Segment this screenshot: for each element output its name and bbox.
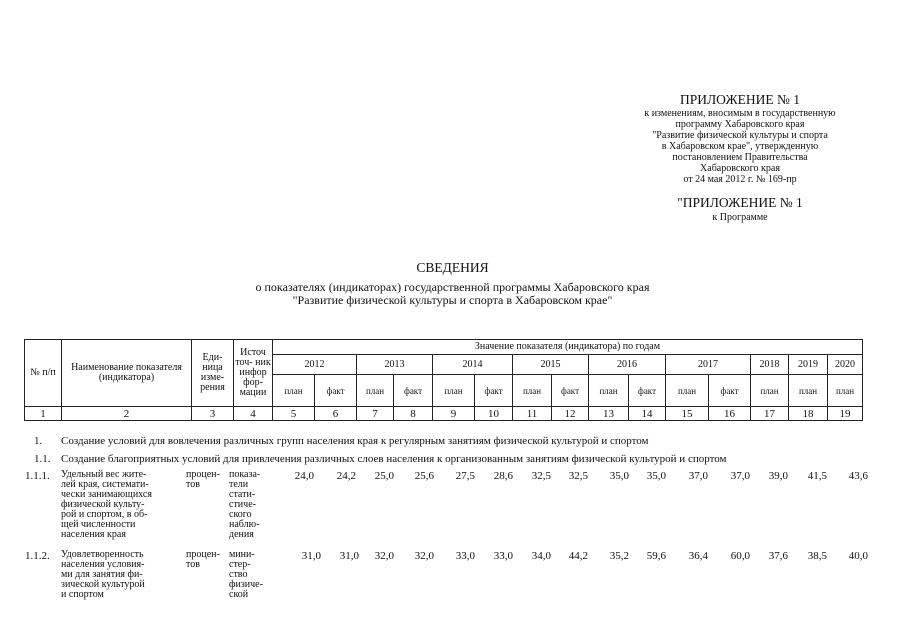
- column-number: 2: [62, 407, 192, 421]
- row-value: 41,5: [807, 470, 827, 482]
- row-value: 37,0: [730, 470, 750, 482]
- row-value: 36,4: [688, 550, 708, 562]
- source-line: наблю-: [229, 519, 260, 530]
- column-number: 5: [273, 407, 315, 421]
- header-year: 2014: [433, 355, 513, 375]
- name-line: и спортом: [61, 589, 104, 600]
- row-number: 1.1.1.: [25, 470, 50, 482]
- row-value: 34,0: [531, 550, 551, 562]
- row-value: 25,6: [414, 470, 434, 482]
- document-subtitle-2: "Развитие физической культуры и спорта в Хабаровском крае": [292, 293, 613, 307]
- column-number: 10: [475, 407, 513, 421]
- name-line: ми для занятия фи-: [61, 569, 143, 580]
- row-value: 37,6: [768, 550, 788, 562]
- row-unit: [186, 470, 228, 490]
- row-value: 35,2: [609, 550, 629, 562]
- column-number: 12: [552, 407, 589, 421]
- name-line: населения края: [61, 529, 126, 540]
- header-plan: план: [273, 375, 315, 407]
- header-year: 2016: [589, 355, 666, 375]
- appendix-line: Хабаровского края: [700, 163, 780, 174]
- appendix-title: ПРИЛОЖЕНИЕ № 1: [679, 92, 801, 107]
- row-indicator-name: [61, 470, 189, 540]
- row-value: 37,0: [688, 470, 708, 482]
- column-number: 8: [394, 407, 433, 421]
- row-value: 35,0: [609, 470, 629, 482]
- appendix-line-2: к Программе: [712, 212, 768, 223]
- indicator-table: [24, 339, 863, 421]
- appendix-text: [590, 108, 890, 185]
- section-1-number: 1.: [34, 435, 43, 447]
- header-plan: план: [751, 375, 789, 407]
- header-plan: план: [828, 375, 863, 407]
- header-plan: план: [357, 375, 394, 407]
- source-line: мини-: [229, 549, 255, 560]
- row-value: 32,0: [374, 550, 394, 562]
- header-year: 2017: [666, 355, 751, 375]
- row-value: 31,0: [339, 550, 359, 562]
- source-line: стиче-: [229, 499, 256, 510]
- section-1-1-number: 1.1.: [34, 453, 51, 465]
- row-value: 59,6: [646, 550, 666, 562]
- header-plan: план: [789, 375, 828, 407]
- document-title: СВЕДЕНИЯ: [416, 260, 489, 275]
- row-value: 39,0: [768, 470, 788, 482]
- header-source: Источ точ- ник инфор фор- мации: [234, 340, 273, 407]
- appendix-line: постановлением Правительства: [672, 152, 808, 163]
- column-number: 4: [234, 407, 273, 421]
- row-value: 35,0: [646, 470, 666, 482]
- name-line: чески занимающихся: [61, 489, 152, 500]
- column-number: 6: [315, 407, 357, 421]
- column-number: 7: [357, 407, 394, 421]
- row-source: [229, 470, 271, 540]
- name-line: Удовлетворенность: [61, 549, 144, 560]
- row-value: 32,0: [414, 550, 434, 562]
- name-line: Удельный вес жите-: [61, 469, 147, 480]
- row-value: 43,6: [848, 470, 868, 482]
- source-line: тели: [229, 479, 249, 490]
- source-line: физиче-: [229, 579, 263, 590]
- header-year: 2020: [828, 355, 863, 375]
- column-number: 19: [828, 407, 863, 421]
- header-fact: факт: [552, 375, 589, 407]
- header-fact: факт: [315, 375, 357, 407]
- row-value: 24,2: [336, 470, 356, 482]
- appendix-title-2: "ПРИЛОЖЕНИЕ № 1: [677, 195, 803, 210]
- row-value: 31,0: [301, 550, 321, 562]
- appendix-line: к изменениям, вносимым в государственную: [644, 108, 836, 119]
- header-year: 2013: [357, 355, 433, 375]
- name-line: лей края, системати-: [61, 479, 149, 490]
- row-value: 40,0: [848, 550, 868, 562]
- header-fact: факт: [394, 375, 433, 407]
- name-line: щей численности: [61, 519, 136, 530]
- source-line: показа-: [229, 469, 261, 480]
- column-number: 1: [25, 407, 62, 421]
- header-fact: факт: [629, 375, 666, 407]
- header-plan: план: [433, 375, 475, 407]
- header-fact: факт: [475, 375, 513, 407]
- row-value: 44,2: [568, 550, 588, 562]
- name-line: зической культурой: [61, 579, 145, 590]
- header-year: 2018: [751, 355, 789, 375]
- row-value: 25,0: [374, 470, 394, 482]
- unit-line: процен-: [186, 469, 220, 480]
- row-value: 28,6: [493, 470, 513, 482]
- unit-line: тов: [186, 559, 200, 570]
- column-number: 13: [589, 407, 629, 421]
- column-number: 3: [192, 407, 234, 421]
- column-number: 16: [709, 407, 751, 421]
- column-number: 15: [666, 407, 709, 421]
- row-value: 38,5: [807, 550, 827, 562]
- row-value: 27,5: [455, 470, 475, 482]
- source-line: стати-: [229, 489, 256, 500]
- row-value: 32,5: [531, 470, 551, 482]
- row-number: 1.1.2.: [25, 550, 50, 562]
- column-number: 9: [433, 407, 475, 421]
- header-plan: план: [513, 375, 552, 407]
- header-year: 2015: [513, 355, 589, 375]
- row-value: 24,0: [294, 470, 314, 482]
- row-indicator-name: [61, 550, 189, 600]
- header-fact: факт: [709, 375, 751, 407]
- source-line: дения: [229, 529, 254, 540]
- header-unit: Еди- ница изме- рения: [192, 340, 234, 407]
- appendix-line: программу Хабаровского края: [675, 119, 805, 130]
- source-line: ской: [229, 589, 249, 600]
- row-unit: [186, 550, 228, 570]
- name-line: населения условия-: [61, 559, 145, 570]
- row-value: 33,0: [493, 550, 513, 562]
- source-line: ского: [229, 509, 252, 520]
- unit-line: тов: [186, 479, 200, 490]
- header-name: Наименование показателя (индикатора): [62, 340, 192, 407]
- source-line: ство: [229, 569, 248, 580]
- column-number: 17: [751, 407, 789, 421]
- column-number: 18: [789, 407, 828, 421]
- appendix-line: в Хабаровском крае", утвержденную: [661, 141, 819, 152]
- header-year: 2019: [789, 355, 828, 375]
- header-num: № п/п: [25, 340, 62, 407]
- column-number: 14: [629, 407, 666, 421]
- row-value: 60,0: [730, 550, 750, 562]
- appendix-line: от 24 мая 2012 г. № 169-пр: [683, 174, 797, 185]
- name-line: рой и спортом, в об-: [61, 509, 148, 520]
- appendix-line: "Развитие физической культуры и спорта: [652, 130, 828, 141]
- header-values: Значение показателя (индикатора) по годам: [273, 340, 863, 355]
- source-line: стер-: [229, 559, 251, 570]
- section-1-title: Создание условий для вовлечения различных групп населения края к регулярным занятиям физической культурой и спортом: [61, 435, 649, 447]
- header-year: 2012: [273, 355, 357, 375]
- header-plan: план: [589, 375, 629, 407]
- row-value: 33,0: [455, 550, 475, 562]
- unit-line: процен-: [186, 549, 220, 560]
- header-plan: план: [666, 375, 709, 407]
- column-number: 11: [513, 407, 552, 421]
- row-source: [229, 550, 271, 600]
- name-line: физической культу-: [61, 499, 145, 510]
- document-subtitle-1: о показателях (индикаторах) государственной программы Хабаровского края: [255, 280, 650, 294]
- section-1-1-title: Создание благоприятных условий для привлечения различных слоев населения к организованным занятиям физической культурой и спортом: [61, 453, 727, 465]
- row-value: 32,5: [568, 470, 588, 482]
